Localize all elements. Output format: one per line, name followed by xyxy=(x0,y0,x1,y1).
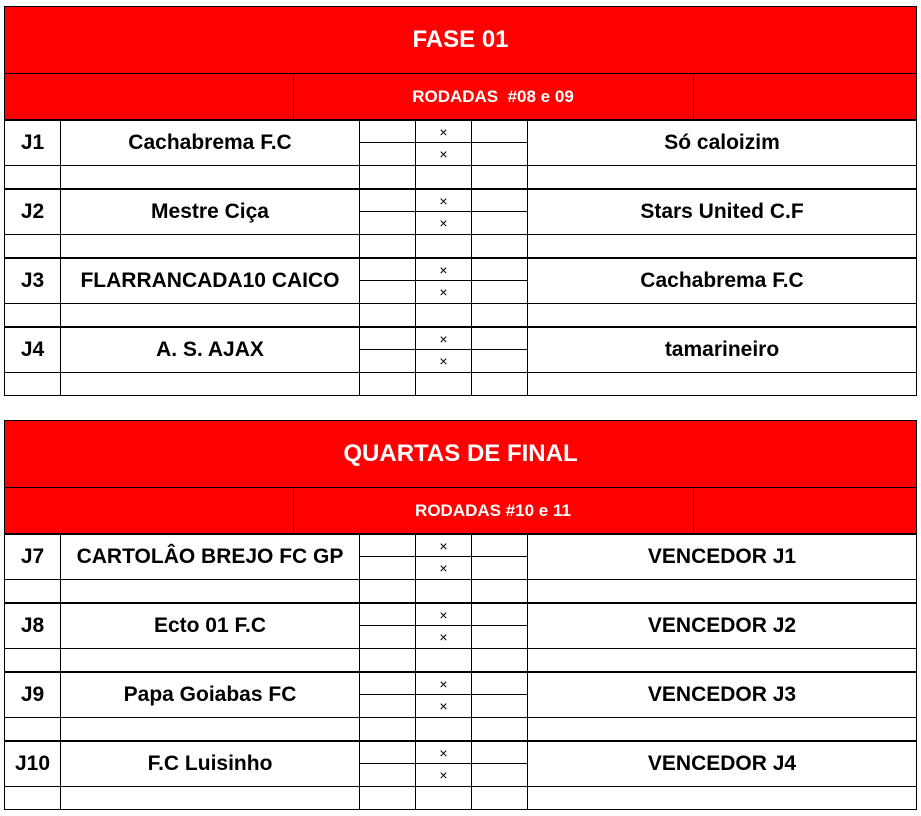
score-cell[interactable] xyxy=(471,556,528,580)
score-cell[interactable] xyxy=(359,603,416,626)
home-team: Mestre Ciça xyxy=(60,189,360,235)
spacer-cell xyxy=(359,165,416,189)
spacer-cell xyxy=(60,648,360,672)
spacer-cell xyxy=(4,234,61,258)
spacer-cell xyxy=(527,579,917,603)
versus-mark: × xyxy=(415,694,472,718)
spacer-cell xyxy=(471,234,528,258)
section-title: QUARTAS DE FINAL xyxy=(4,420,917,488)
score-cell[interactable] xyxy=(359,763,416,787)
versus-mark: × xyxy=(415,327,472,350)
score-cell[interactable] xyxy=(471,741,528,764)
match-id: J10 xyxy=(4,741,61,787)
spacer-cell xyxy=(527,372,917,396)
spacer-cell xyxy=(527,786,917,810)
match-id: J1 xyxy=(4,120,61,166)
spacer-cell xyxy=(60,234,360,258)
spacer-cell xyxy=(415,234,472,258)
section-quartas-de-final xyxy=(4,420,917,810)
match-row xyxy=(4,741,917,810)
match-row xyxy=(4,534,917,603)
home-team: A. S. AJAX xyxy=(60,327,360,373)
spacer-cell xyxy=(359,303,416,327)
rounds-label: RODADAS #10 e 11 xyxy=(415,500,571,520)
spacer-cell xyxy=(60,372,360,396)
section-title: FASE 01 xyxy=(4,6,917,74)
divider xyxy=(693,74,694,119)
score-cell[interactable] xyxy=(471,211,528,235)
spacer-cell xyxy=(4,717,61,741)
score-cell[interactable] xyxy=(471,120,528,143)
away-team: Stars United C.F xyxy=(527,189,917,235)
score-cell[interactable] xyxy=(471,258,528,281)
versus-mark: × xyxy=(415,625,472,649)
spacer-cell xyxy=(359,579,416,603)
spacer-cell xyxy=(471,303,528,327)
versus-mark: × xyxy=(415,672,472,695)
spacer-cell xyxy=(471,165,528,189)
spacer-cell xyxy=(527,648,917,672)
match-row xyxy=(4,258,917,327)
spacer-cell xyxy=(471,579,528,603)
versus-mark: × xyxy=(415,534,472,557)
score-cell[interactable] xyxy=(359,625,416,649)
score-cell[interactable] xyxy=(359,556,416,580)
match-row xyxy=(4,120,917,189)
away-team: VENCEDOR J1 xyxy=(527,534,917,580)
score-cell[interactable] xyxy=(359,142,416,166)
score-cell[interactable] xyxy=(471,603,528,626)
score-cell[interactable] xyxy=(359,280,416,304)
away-team: VENCEDOR J2 xyxy=(527,603,917,649)
spacer-cell xyxy=(60,303,360,327)
spacer-cell xyxy=(60,717,360,741)
spacer-cell xyxy=(527,234,917,258)
match-id: J9 xyxy=(4,672,61,718)
versus-mark: × xyxy=(415,556,472,580)
spacer-cell xyxy=(359,717,416,741)
spacer-cell xyxy=(415,717,472,741)
versus-mark: × xyxy=(415,258,472,281)
spacer-cell xyxy=(4,372,61,396)
score-cell[interactable] xyxy=(359,258,416,281)
rounds-header xyxy=(4,74,917,120)
score-cell[interactable] xyxy=(359,672,416,695)
home-team: Cachabrema F.C xyxy=(60,120,360,166)
spacer-cell xyxy=(359,648,416,672)
spacer-cell xyxy=(60,786,360,810)
score-cell[interactable] xyxy=(471,534,528,557)
match-row xyxy=(4,603,917,672)
rounds-label: RODADAS #08 e 09 xyxy=(412,86,574,106)
spacer-cell xyxy=(359,372,416,396)
spacer-cell xyxy=(415,648,472,672)
away-team: VENCEDOR J3 xyxy=(527,672,917,718)
home-team: CARTOLÂO BREJO FC GP xyxy=(60,534,360,580)
spacer-cell xyxy=(415,786,472,810)
versus-mark: × xyxy=(415,120,472,143)
spacer-cell xyxy=(527,165,917,189)
score-cell[interactable] xyxy=(359,189,416,212)
away-team: VENCEDOR J4 xyxy=(527,741,917,787)
spacer-cell xyxy=(359,234,416,258)
score-cell[interactable] xyxy=(359,534,416,557)
spacer-cell xyxy=(471,648,528,672)
match-row xyxy=(4,189,917,258)
score-cell[interactable] xyxy=(359,327,416,350)
spacer-cell xyxy=(415,579,472,603)
home-team: Papa Goiabas FC xyxy=(60,672,360,718)
spacer-cell xyxy=(415,165,472,189)
spacer-cell xyxy=(4,648,61,672)
spacer-cell xyxy=(471,717,528,741)
spacer-cell xyxy=(4,786,61,810)
home-team: F.C Luisinho xyxy=(60,741,360,787)
spacer-cell xyxy=(471,786,528,810)
score-cell[interactable] xyxy=(471,763,528,787)
spacer-cell xyxy=(471,372,528,396)
score-cell[interactable] xyxy=(471,694,528,718)
score-cell[interactable] xyxy=(471,625,528,649)
divider xyxy=(693,488,694,533)
match-id: J7 xyxy=(4,534,61,580)
rounds-header xyxy=(4,488,917,534)
match-row xyxy=(4,327,917,396)
versus-mark: × xyxy=(415,189,472,212)
match-id: J4 xyxy=(4,327,61,373)
match-row xyxy=(4,672,917,741)
versus-mark: × xyxy=(415,603,472,626)
spacer-cell xyxy=(60,165,360,189)
spacer-cell xyxy=(415,372,472,396)
spacer-cell xyxy=(527,717,917,741)
spacer-cell xyxy=(60,579,360,603)
score-cell[interactable] xyxy=(471,349,528,373)
section-fase-01 xyxy=(4,6,917,396)
score-cell[interactable] xyxy=(471,327,528,350)
score-cell[interactable] xyxy=(359,741,416,764)
score-cell[interactable] xyxy=(471,672,528,695)
away-team: tamarineiro xyxy=(527,327,917,373)
score-cell[interactable] xyxy=(359,120,416,143)
away-team: Cachabrema F.C xyxy=(527,258,917,304)
versus-mark: × xyxy=(415,142,472,166)
score-cell[interactable] xyxy=(359,694,416,718)
score-cell[interactable] xyxy=(471,142,528,166)
versus-mark: × xyxy=(415,280,472,304)
spacer-cell xyxy=(4,303,61,327)
away-team: Só caloizim xyxy=(527,120,917,166)
versus-mark: × xyxy=(415,763,472,787)
home-team: Ecto 01 F.C xyxy=(60,603,360,649)
score-cell[interactable] xyxy=(359,211,416,235)
score-cell[interactable] xyxy=(359,349,416,373)
spacer-cell xyxy=(415,303,472,327)
match-id: J2 xyxy=(4,189,61,235)
score-cell[interactable] xyxy=(471,280,528,304)
match-id: J3 xyxy=(4,258,61,304)
match-id: J8 xyxy=(4,603,61,649)
spacer-cell xyxy=(359,786,416,810)
spacer-cell xyxy=(4,165,61,189)
versus-mark: × xyxy=(415,211,472,235)
spacer-cell xyxy=(4,579,61,603)
home-team: FLARRANCADA10 CAICO xyxy=(60,258,360,304)
spacer-cell xyxy=(527,303,917,327)
versus-mark: × xyxy=(415,349,472,373)
versus-mark: × xyxy=(415,741,472,764)
score-cell[interactable] xyxy=(471,189,528,212)
